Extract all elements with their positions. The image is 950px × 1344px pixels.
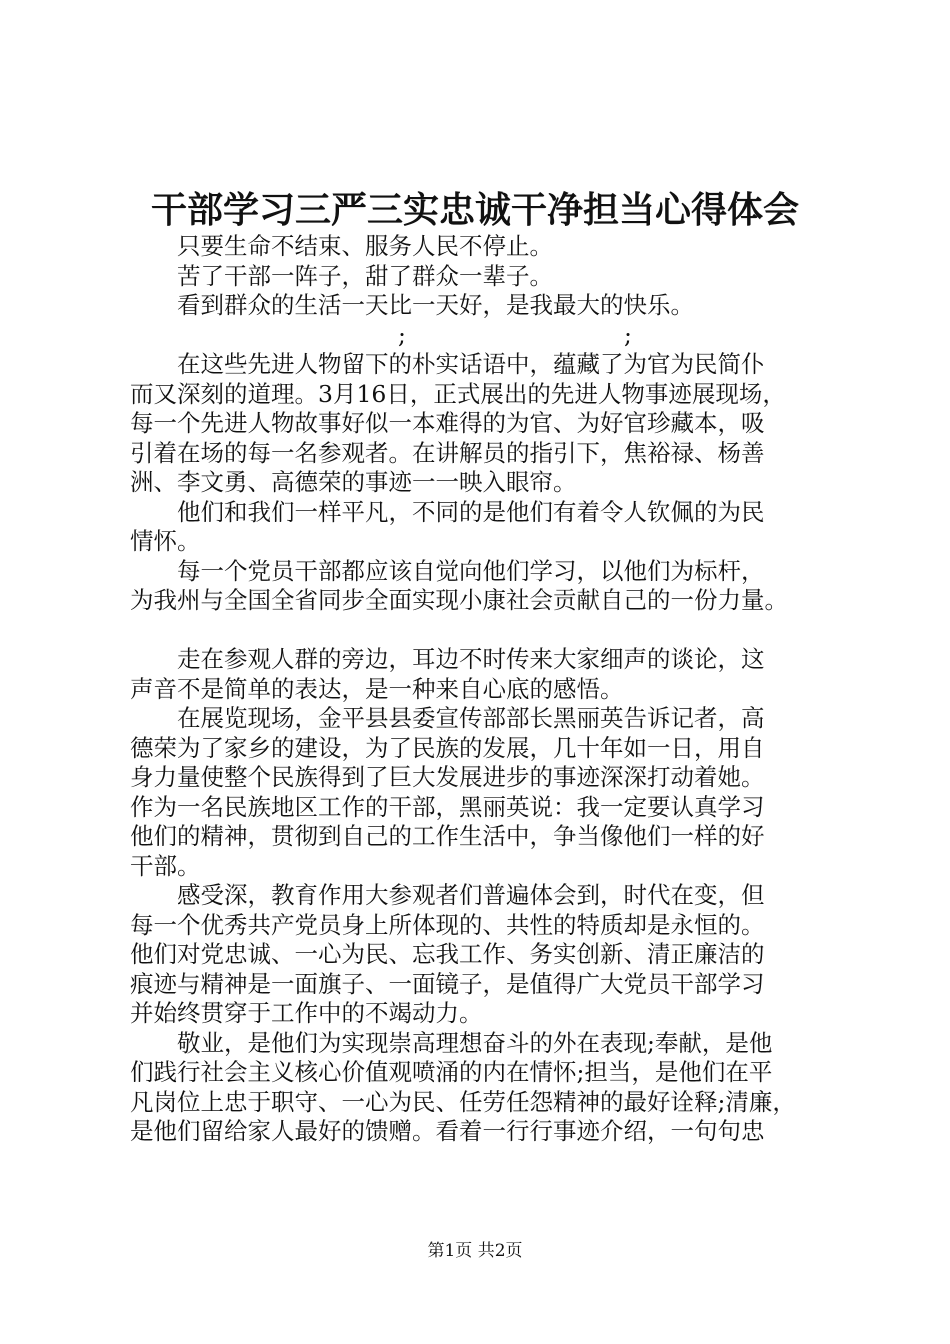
paragraph — [130, 1029, 840, 1147]
text-line: 每一个党员干部都应该自觉向他们学习，以他们为标杆， — [177, 556, 765, 585]
quote-line: 苦了干部一阵子，甜了群众一辈子。 — [177, 261, 553, 290]
text-line: 们践行社会主义核心价值观喷涌的内在情怀;担当，是他们在平 — [130, 1058, 773, 1086]
text-line: 在这些先进人物留下的朴实话语中，蕴藏了为官为民简仆 — [177, 350, 765, 378]
quote-line: 看到群众的生活一天比一天好，是我最大的快乐。 — [177, 291, 694, 319]
document-title: 干部学习三严三实忠诚干净担当心得体会 — [150, 189, 799, 231]
semicolon-row — [130, 321, 840, 351]
text-line: 他们的精神，贯彻到自己的工作生活中，争当像他们一样的好 — [130, 822, 765, 850]
text-line: 凡岗位上忠于职守、一心为民、任劳任怨精神的最好诠释;清廉， — [130, 1087, 796, 1116]
text-line: 每一个优秀共产党员身上所体现的、共性的特质却是永恒的。 — [130, 910, 765, 939]
text-line: 而又深刻的道理。3月16日，正式展出的先进人物事迹展现场， — [130, 379, 786, 408]
quote-line: 只要生命不结束、服务人民不停止。 — [177, 232, 553, 260]
paragraph — [130, 350, 840, 498]
text-line: 为我州与全国全省同步全面实现小康社会贡献自己的一份力量。 — [130, 586, 788, 614]
text-line: 德荣为了家乡的建设，为了民族的发展，几十年如一日，用自 — [130, 733, 765, 762]
text-line: 他们和我们一样平凡，不同的是他们有着令人钦佩的为民 — [177, 497, 765, 526]
semicolon-mark: ; — [398, 320, 406, 349]
semicolon-mark: ; — [624, 320, 632, 349]
text-line: 感受深，教育作用大参观者们普遍体会到，时代在变，但 — [177, 881, 765, 909]
text-line: 情怀。 — [130, 527, 201, 555]
text-line: 并始终贯穿于工作中的不竭动力。 — [130, 999, 483, 1027]
text-line: 声音不是简单的表达，是一种来自心底的感悟。 — [130, 674, 624, 703]
text-line: 洲、李文勇、高德荣的事迹一一映入眼帘。 — [130, 468, 577, 496]
text-line: 干部。 — [130, 851, 201, 880]
text-line: 引着在场的每一名参观者。在讲解员的指引下，焦裕禄、杨善 — [130, 438, 765, 467]
paragraph — [130, 881, 840, 1029]
text-line: 走在参观人群的旁边，耳边不时传来大家细声的谈论，这 — [177, 645, 765, 673]
paragraph — [130, 498, 840, 557]
paragraph — [130, 557, 840, 616]
paragraph — [130, 645, 840, 704]
text-line: 敬业，是他们为实现崇高理想奋斗的外在表现;奉献，是他 — [177, 1028, 773, 1057]
page-footer: 第1页 共2页 — [427, 1241, 523, 1261]
text-line: 他们对党忠诚、一心为民、忘我工作、务实创新、清正廉洁的 — [130, 940, 765, 968]
document-body — [130, 232, 840, 1147]
text-line: 痕迹与精神是一面旗子、一面镜子，是值得广大党员干部学习 — [130, 969, 765, 998]
text-line: 身力量使整个民族得到了巨大发展进步的事迹深深打动着她。 — [130, 763, 765, 791]
paragraph — [130, 704, 840, 881]
text-line: 在展览现场，金平县县委宣传部部长黑丽英告诉记者，高 — [177, 704, 765, 732]
text-line: 每一个先进人物故事好似一本难得的为官、为好官珍藏本，吸 — [130, 409, 765, 437]
text-line: 作为一名民族地区工作的干部，黑丽英说：我一定要认真学习 — [130, 792, 765, 821]
blank-line — [130, 616, 840, 646]
text-line: 是他们留给家人最好的馈赠。看着一行行事迹介绍，一句句忠 — [130, 1117, 765, 1145]
